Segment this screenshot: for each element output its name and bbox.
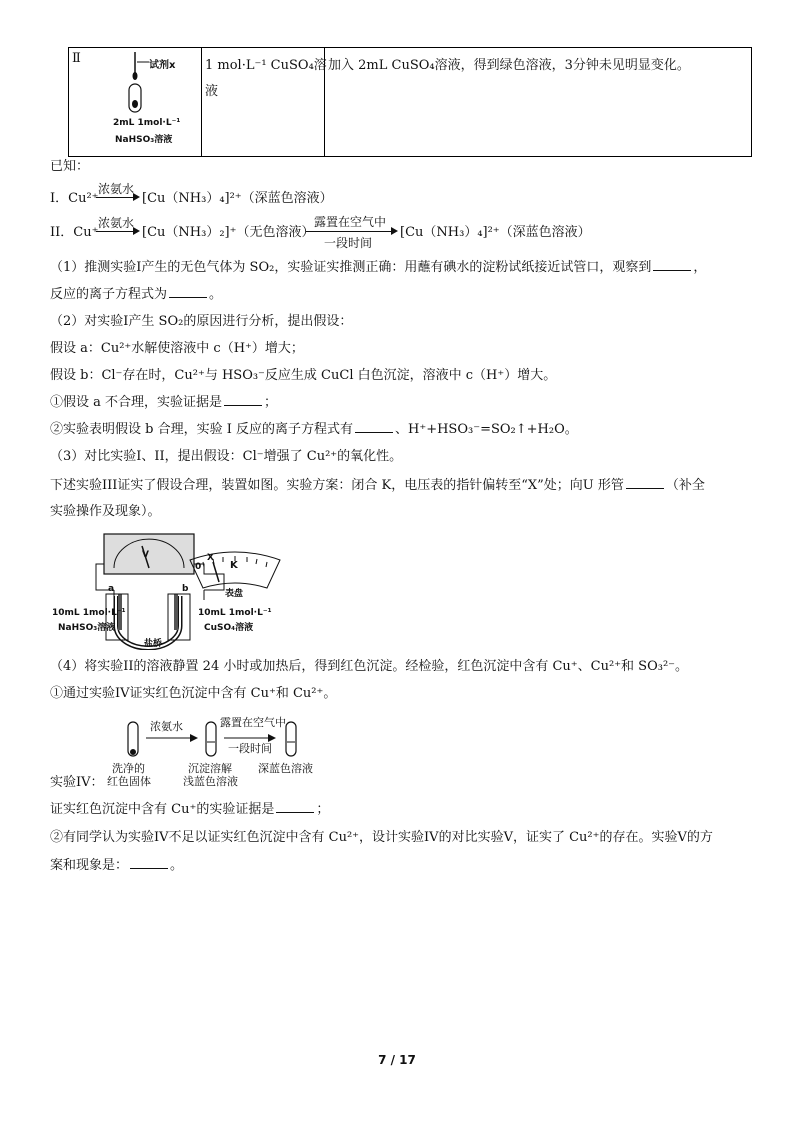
reaction-2-condition-top: 露置在空气中 <box>314 215 387 229</box>
q2-sub2-end: 、H⁺+HSO₃⁻=SO₂↑+H₂O。 <box>395 422 578 437</box>
tube1-label-1: 洗净的 <box>112 762 145 775</box>
q4-sub2-line2-text: 案和现象是： <box>50 858 129 873</box>
q2-sub1 <box>50 393 754 413</box>
reaction-2b-arrow-line <box>306 231 394 232</box>
q4-sub2-line2 <box>50 856 754 876</box>
dial-zero-label: 0 <box>195 562 202 572</box>
tube-caption-1: 2mL 1mol·L⁻¹ <box>113 118 181 128</box>
reaction-2-arrow-icon <box>133 227 140 235</box>
right-solution-label-1: 10mL 1mol·L⁻¹ <box>198 608 272 618</box>
experiment-iv-label: 实验IV： <box>50 775 104 790</box>
reagent-value-line2: 液 <box>205 84 219 99</box>
tube2-label-2: 浅蓝色溶液 <box>183 775 238 788</box>
q2-hypothesis-b: 假设 b：Cl⁻存在时，Cu²⁺与 HSO₃⁻反应生成 CuCl 白色沉淀，溶液中 c（H⁺）增大。 <box>50 368 557 383</box>
q2-sub2 <box>50 420 754 440</box>
table-cell-reagent <box>202 48 325 156</box>
reaction-2-product: [Cu（NH₃）₄]²⁺（深蓝色溶液） <box>400 225 591 240</box>
dial-caption: 表盘 <box>225 589 244 599</box>
q3-intro: （3）对比实验I、II，提出假设：Cl⁻增强了 Cu²⁺的氧化性。 <box>50 449 403 464</box>
flow-reagent-1: 浓氨水 <box>150 720 183 733</box>
q3-line1-end: （补全 <box>665 478 705 493</box>
q3-line1-text: 下述实验III证实了假设合理，装置如图。实验方案：闭合 K，电压表的指针偏转至“X”处；向U 形管 <box>50 478 624 493</box>
q1-line2-text: 反应的离子方程式为 <box>50 287 168 302</box>
table-cell-observation <box>325 48 751 156</box>
q4-sub2-line1: ②有同学认为实验IV不足以证实红色沉淀中含有 Cu²⁺，设计实验IV的对比实验V，证实了 Cu²⁺的存在。实验V的方 <box>50 830 713 845</box>
right-solution-label-2: CuSO₄溶液 <box>204 623 254 633</box>
voltmeter-v-label: V <box>142 550 149 560</box>
answer-blank[interactable] <box>653 258 691 271</box>
reaction-1-reactant: I．Cu²⁺ <box>50 191 99 206</box>
dial-face-figure <box>185 548 285 598</box>
dial-x-label: X <box>207 553 214 563</box>
q4-evidence-text: 证实红色沉淀中含有 Cu⁺的实验证据是 <box>50 802 275 817</box>
answer-blank[interactable] <box>355 420 393 433</box>
answer-blank[interactable] <box>224 393 262 406</box>
q4-sub2-end: 。 <box>170 858 184 873</box>
reaction-2b-arrow-icon <box>391 227 398 235</box>
reaction-2-intermediate: [Cu（NH₃）₂]⁺（无色溶液） <box>142 225 315 240</box>
q4-intro: （4）将实验II的溶液静置 24 小时或加热后，得到红色沉淀。经检验，红色沉淀中含有 Cu⁺、Cu²⁺和 SO₃²⁻。 <box>50 659 689 674</box>
table-cell-label <box>69 48 202 156</box>
reaction-1-reagent: 浓氨水 <box>98 182 135 196</box>
left-solution-label-2: NaHSO₃溶液 <box>58 623 116 633</box>
reaction-1-arrow-icon <box>133 193 140 201</box>
answer-blank[interactable] <box>169 285 207 298</box>
observation-text: 加入 2mL CuSO₄溶液，得到绿色溶液，3分钟未见明显变化。 <box>328 58 690 73</box>
q2-sub1-text: ①假设 a 不合理，实验证据是 <box>50 395 223 410</box>
q3-line1 <box>50 476 754 496</box>
flow-reagent-2-top: 露置在空气中 <box>220 716 286 729</box>
q2-sub2-text: ②实验表明假设 b 合理，实验 I 反应的离子方程式有 <box>50 422 353 437</box>
q2-sub1-end: ； <box>264 395 278 410</box>
known-heading: 已知： <box>50 159 90 174</box>
answer-blank[interactable] <box>276 800 314 813</box>
reaction-1-product: [Cu（NH₃）₄]²⁺（深蓝色溶液） <box>142 191 333 206</box>
page-number: 7 / 17 <box>378 1053 416 1067</box>
tube1-label-2: 红色固体 <box>107 775 151 788</box>
flow-reagent-2-bottom: 一段时间 <box>228 742 272 755</box>
row-number: Ⅱ <box>72 51 81 66</box>
q1-line2 <box>50 285 754 305</box>
tube2-label-1: 沉淀溶解 <box>188 762 232 775</box>
tube3-label: 深蓝色溶液 <box>258 762 313 775</box>
reagent-x-label: 试剂x <box>149 60 176 71</box>
electrode-b-label: b <box>182 584 189 594</box>
answer-blank[interactable] <box>626 476 664 489</box>
q2-intro: （2）对实验I产生 SO₂的原因进行分析，提出假设： <box>50 314 353 329</box>
q2-hypothesis-a: 假设 a：Cu²⁺水解使溶液中 c（H⁺）增大； <box>50 341 304 356</box>
reaction-2-reagent: 浓氨水 <box>98 216 135 230</box>
reagent-value-line1: 1 mol·L⁻¹ CuSO₄溶 <box>205 58 327 73</box>
left-solution-label-1: 10mL 1mol·L⁻¹ <box>52 608 126 618</box>
q3-line2: 实验操作及现象）。 <box>50 504 161 519</box>
answer-blank[interactable] <box>130 856 168 869</box>
reaction-2-arrow-line <box>96 231 136 232</box>
salt-bridge-label: 盐桥 <box>144 639 163 649</box>
experiment-table-row <box>68 47 752 157</box>
reaction-1-arrow-line <box>96 197 136 198</box>
q1-line1 <box>50 258 754 278</box>
electrode-a-label: a <box>108 584 115 594</box>
tube-caption-2: NaHSO₃溶液 <box>115 135 173 145</box>
q1-line1-end: ， <box>693 260 707 275</box>
reaction-2-reactant: II．Cu⁺ <box>50 225 99 240</box>
q1-line1-text: （1）推测实验I产生的无色气体为 SO₂，实验证实推测正确：用蘸有碘水的淀粉试纸接近试管口，观察到 <box>50 260 652 275</box>
switch-k-label: K <box>230 560 238 571</box>
q4-evidence <box>50 800 754 820</box>
q1-line2-end: 。 <box>209 287 223 302</box>
reaction-2-condition-bottom: 一段时间 <box>324 236 373 250</box>
q4-evidence-end: ； <box>316 802 330 817</box>
q4-sub1: ①通过实验IV证实红色沉淀中含有 Cu⁺和 Cu²⁺。 <box>50 686 337 701</box>
